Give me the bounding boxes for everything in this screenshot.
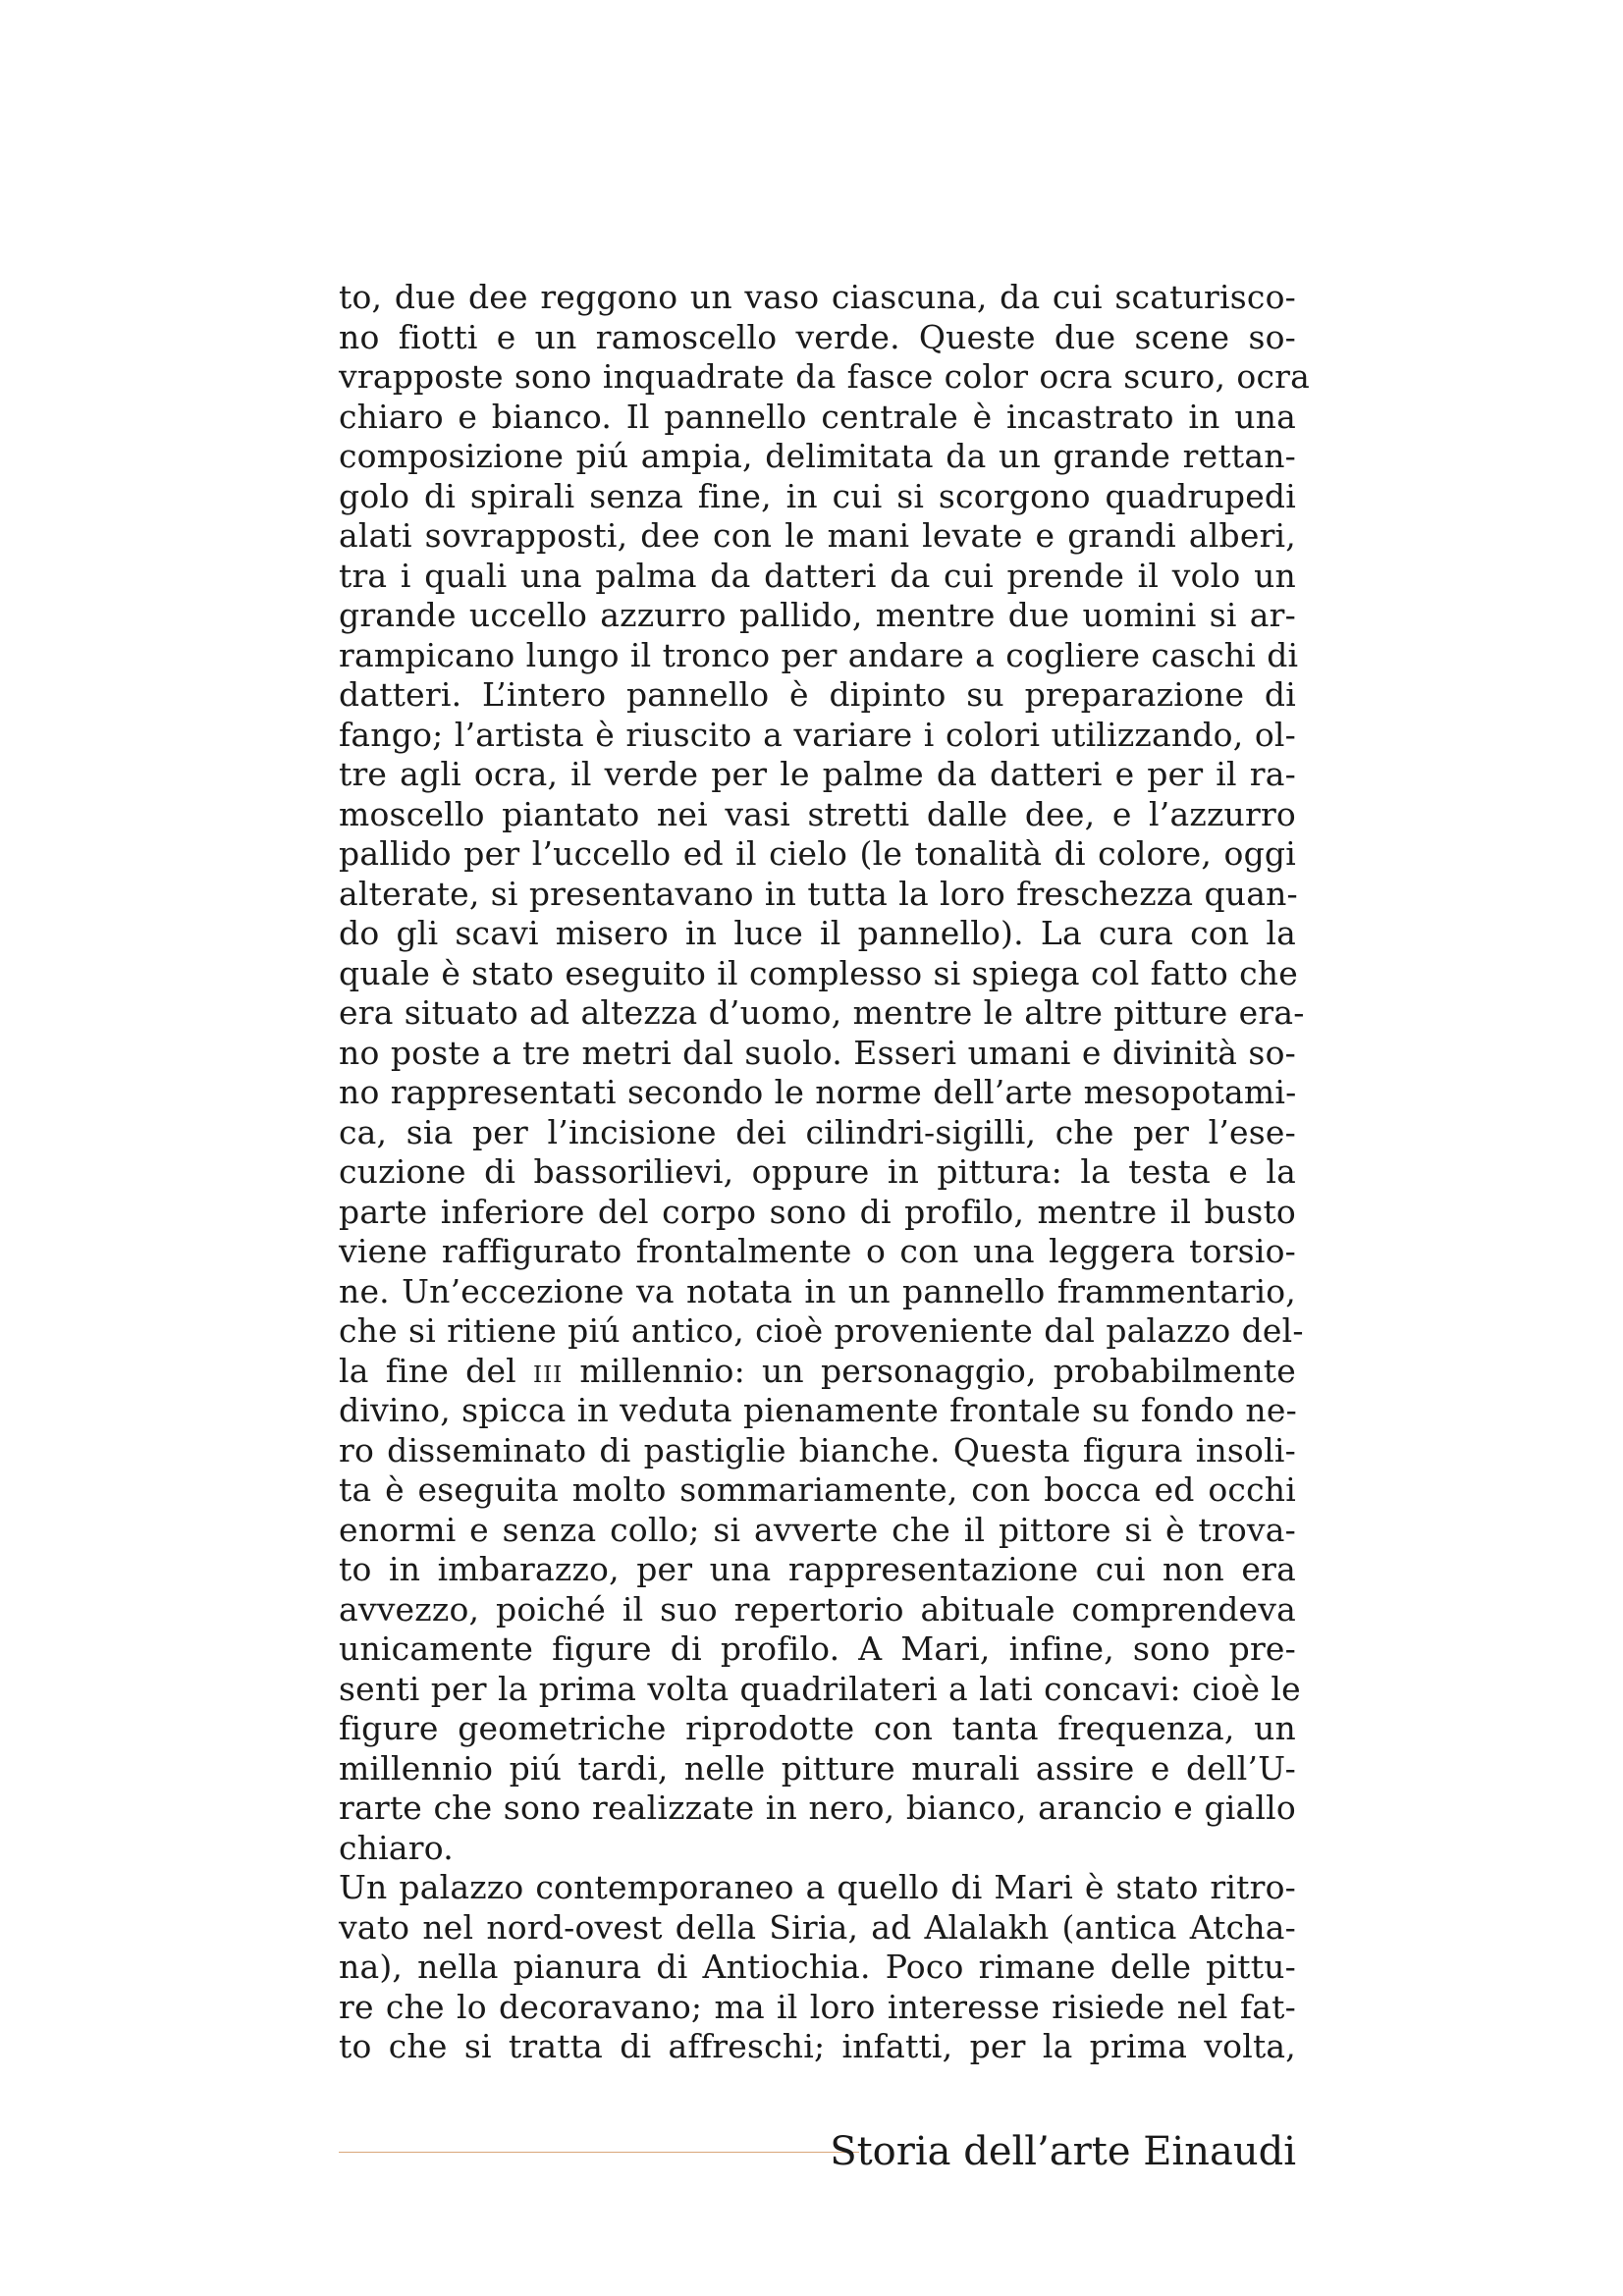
text-line: datteri. L’intero pannello è dipinto su preparazione di — [339, 675, 1296, 714]
text-line: unicamente figure di profilo. A Mari, infine, sono pre- — [339, 1629, 1296, 1668]
text-line: tra i quali una palma da datteri da cui prende il volo un — [339, 556, 1296, 595]
text-line: moscello piantato nei vasi stretti dalle dee, e l’azzurro — [339, 794, 1296, 833]
text-line: la fine del iii millennio: un personaggio, probabilmente — [339, 1351, 1296, 1390]
text-line: fango; l’artista è riuscito a variare i colori utilizzando, ol- — [339, 715, 1296, 754]
text-line: no rappresentati secondo le norme dell’arte mesopotami- — [339, 1073, 1297, 1111]
text-line: divino, spicca in veduta pienamente frontale su fondo ne- — [339, 1391, 1297, 1429]
text-line: ne. Un’eccezione va notata in un pannello frammentario, — [339, 1271, 1296, 1310]
text-line: re che lo decoravano; ma il loro interesse risiede nel fat- — [339, 1987, 1296, 2026]
text-line: to in imbarazzo, per una rappresentazione cui non era — [339, 1550, 1296, 1588]
text-line: che si ritiene piú antico, cioè proveniente dal palazzo del- — [339, 1311, 1304, 1350]
text-line: viene raffigurato frontalmente o con una leggera torsio- — [339, 1232, 1296, 1270]
text-line: tre agli ocra, il verde per le palme da datteri e per il ra- — [339, 755, 1296, 793]
text-line: Un palazzo contemporaneo a quello di Mari è stato ritro- — [339, 1868, 1296, 1906]
text-line: alati sovrapposti, dee con le mani levate e grandi alberi, — [339, 516, 1296, 555]
text-line: ca, sia per l’incisione dei cilindri-sigilli, che per l’ese- — [339, 1112, 1296, 1151]
text-line: vrapposte sono inquadrate da fasce color ocra scuro, ocra — [339, 357, 1310, 396]
text-line: na), nella pianura di Antiochia. Poco rimane delle pittu- — [339, 1948, 1296, 1986]
text-line: ta è eseguita molto sommariamente, con bocca ed occhi — [339, 1470, 1296, 1509]
text-line: alterate, si presentavano in tutta la loro freschezza quan- — [339, 874, 1298, 913]
text-line: composizione piú ampia, delimitata da un grande rettan- — [339, 437, 1296, 475]
text-line: chiaro e bianco. Il pannello centrale è incastrato in una — [339, 397, 1296, 436]
page-footer — [339, 2122, 1296, 2181]
text-line: quale è stato eseguito il complesso si spiega col fatto che — [339, 953, 1298, 992]
text-line: no poste a tre metri dal suolo. Esseri umani e divinità so- — [339, 1033, 1296, 1072]
footer-title: Storia dell’arte Einaudi — [830, 2129, 1296, 2174]
text-line: era situato ad altezza d’uomo, mentre le altre pitture era- — [339, 993, 1305, 1032]
text-line: avvezzo, poiché il suo repertorio abituale comprendeva — [339, 1589, 1296, 1629]
text-line: rampicano lungo il tronco per andare a cogliere caschi di — [339, 635, 1299, 674]
text-line: chiaro. — [339, 1828, 454, 1867]
text-line: enormi e senza collo; si avverte che il pittore si è trova- — [339, 1510, 1296, 1549]
body-text — [339, 278, 1310, 2067]
text-line: grande uccello azzurro pallido, mentre due uomini si ar- — [339, 596, 1296, 634]
text-line: ro disseminato di pastiglie bianche. Questa figura insoli- — [339, 1430, 1296, 1469]
text-line: vato nel nord-ovest della Siria, ad Alalakh (antica Atcha- — [339, 1907, 1296, 1947]
text-line: do gli scavi misero in luce il pannello). La cura con la — [339, 914, 1296, 952]
text-line: pallido per l’uccello ed il cielo (le tonalità di colore, oggi — [339, 834, 1296, 873]
text-line: no fiotti e un ramoscello verde. Queste due scene so- — [339, 317, 1296, 356]
text-line: millennio piú tardi, nelle pitture murali assire e dell’U- — [339, 1748, 1296, 1788]
text-line: parte inferiore del corpo sono di profilo, mentre il busto — [339, 1192, 1296, 1231]
text-line: golo di spirali senza fine, in cui si scorgono quadrupedi — [339, 476, 1296, 515]
text-line: cuzione di bassorilievi, oppure in pittura: la testa e la — [339, 1152, 1296, 1191]
text-line: figure geometriche riprodotte con tanta frequenza, un — [339, 1709, 1296, 1747]
text-line: to che si tratta di affreschi; infatti, per la prima volta, — [339, 2027, 1296, 2065]
text-line: rarte che sono realizzate in nero, bianco, arancio e giallo — [339, 1789, 1296, 1827]
footer-rule — [339, 2152, 859, 2153]
text-line: senti per la prima volta quadrilateri a lati concavi: cioè le — [339, 1669, 1301, 1708]
text-line: to, due dee reggono un vaso ciascuna, da cui scaturisco- — [339, 278, 1296, 316]
